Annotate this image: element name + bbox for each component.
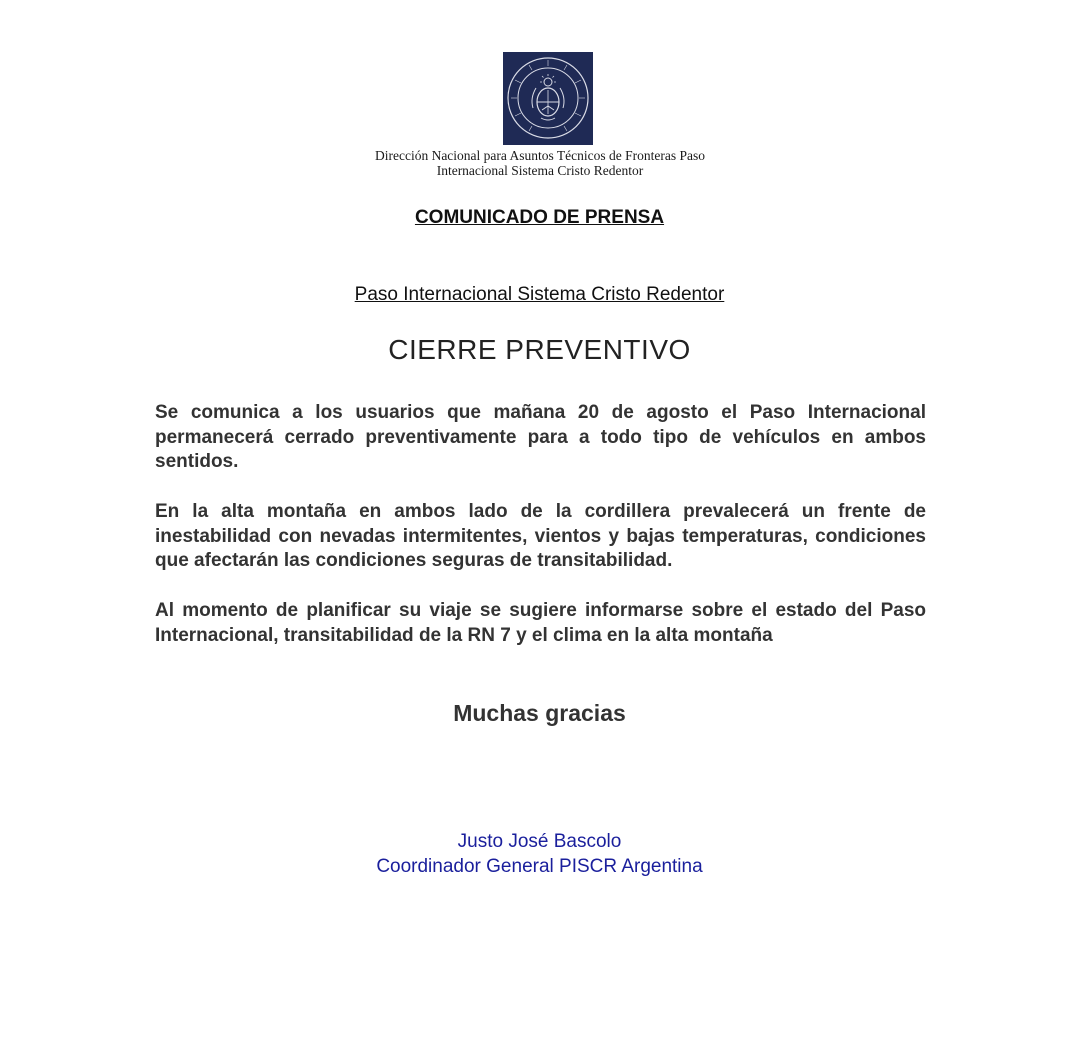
document-subtitle: Paso Internacional Sistema Cristo Redentor (354, 284, 725, 305)
paragraph-weather-conditions: En la alta montaña en ambos lado de la cordillera prevalecerá un frente de inestabilidad con nevadas intermitentes, vientos y bajas temperaturas, condiciones que afectarán las condiciones seguras de transitabilidad. (155, 501, 926, 571)
closing-thanks: Muchas gracias (453, 700, 626, 726)
organization-line-2: Internacional Sistema Cristo Redentor (436, 163, 644, 178)
signature-name: Justo José Bascolo (457, 831, 622, 852)
paragraph-travel-advice: Al momento de planificar su viaje se sugiere informarse sobre el estado del Paso Internacional, transitabilidad de la RN 7 y el clima en la alta montaña (155, 600, 926, 646)
ministry-seal (503, 52, 593, 145)
ministry-seal-icon (503, 52, 593, 145)
document-headline: CIERRE PREVENTIVO (388, 334, 691, 365)
document-title: COMUNICADO DE PRENSA (414, 207, 665, 228)
signature-role: Coordinador General PISCR Argentina (376, 856, 703, 877)
paragraph-closure-notice: Se comunica a los usuarios que mañana 20 de agosto el Paso Internacional permanecerá cerrado preventivamente para a todo tipo de vehículos en ambos sentidos. (155, 402, 926, 472)
organization-line-1: Dirección Nacional para Asuntos Técnicos de Fronteras Paso (374, 148, 706, 163)
